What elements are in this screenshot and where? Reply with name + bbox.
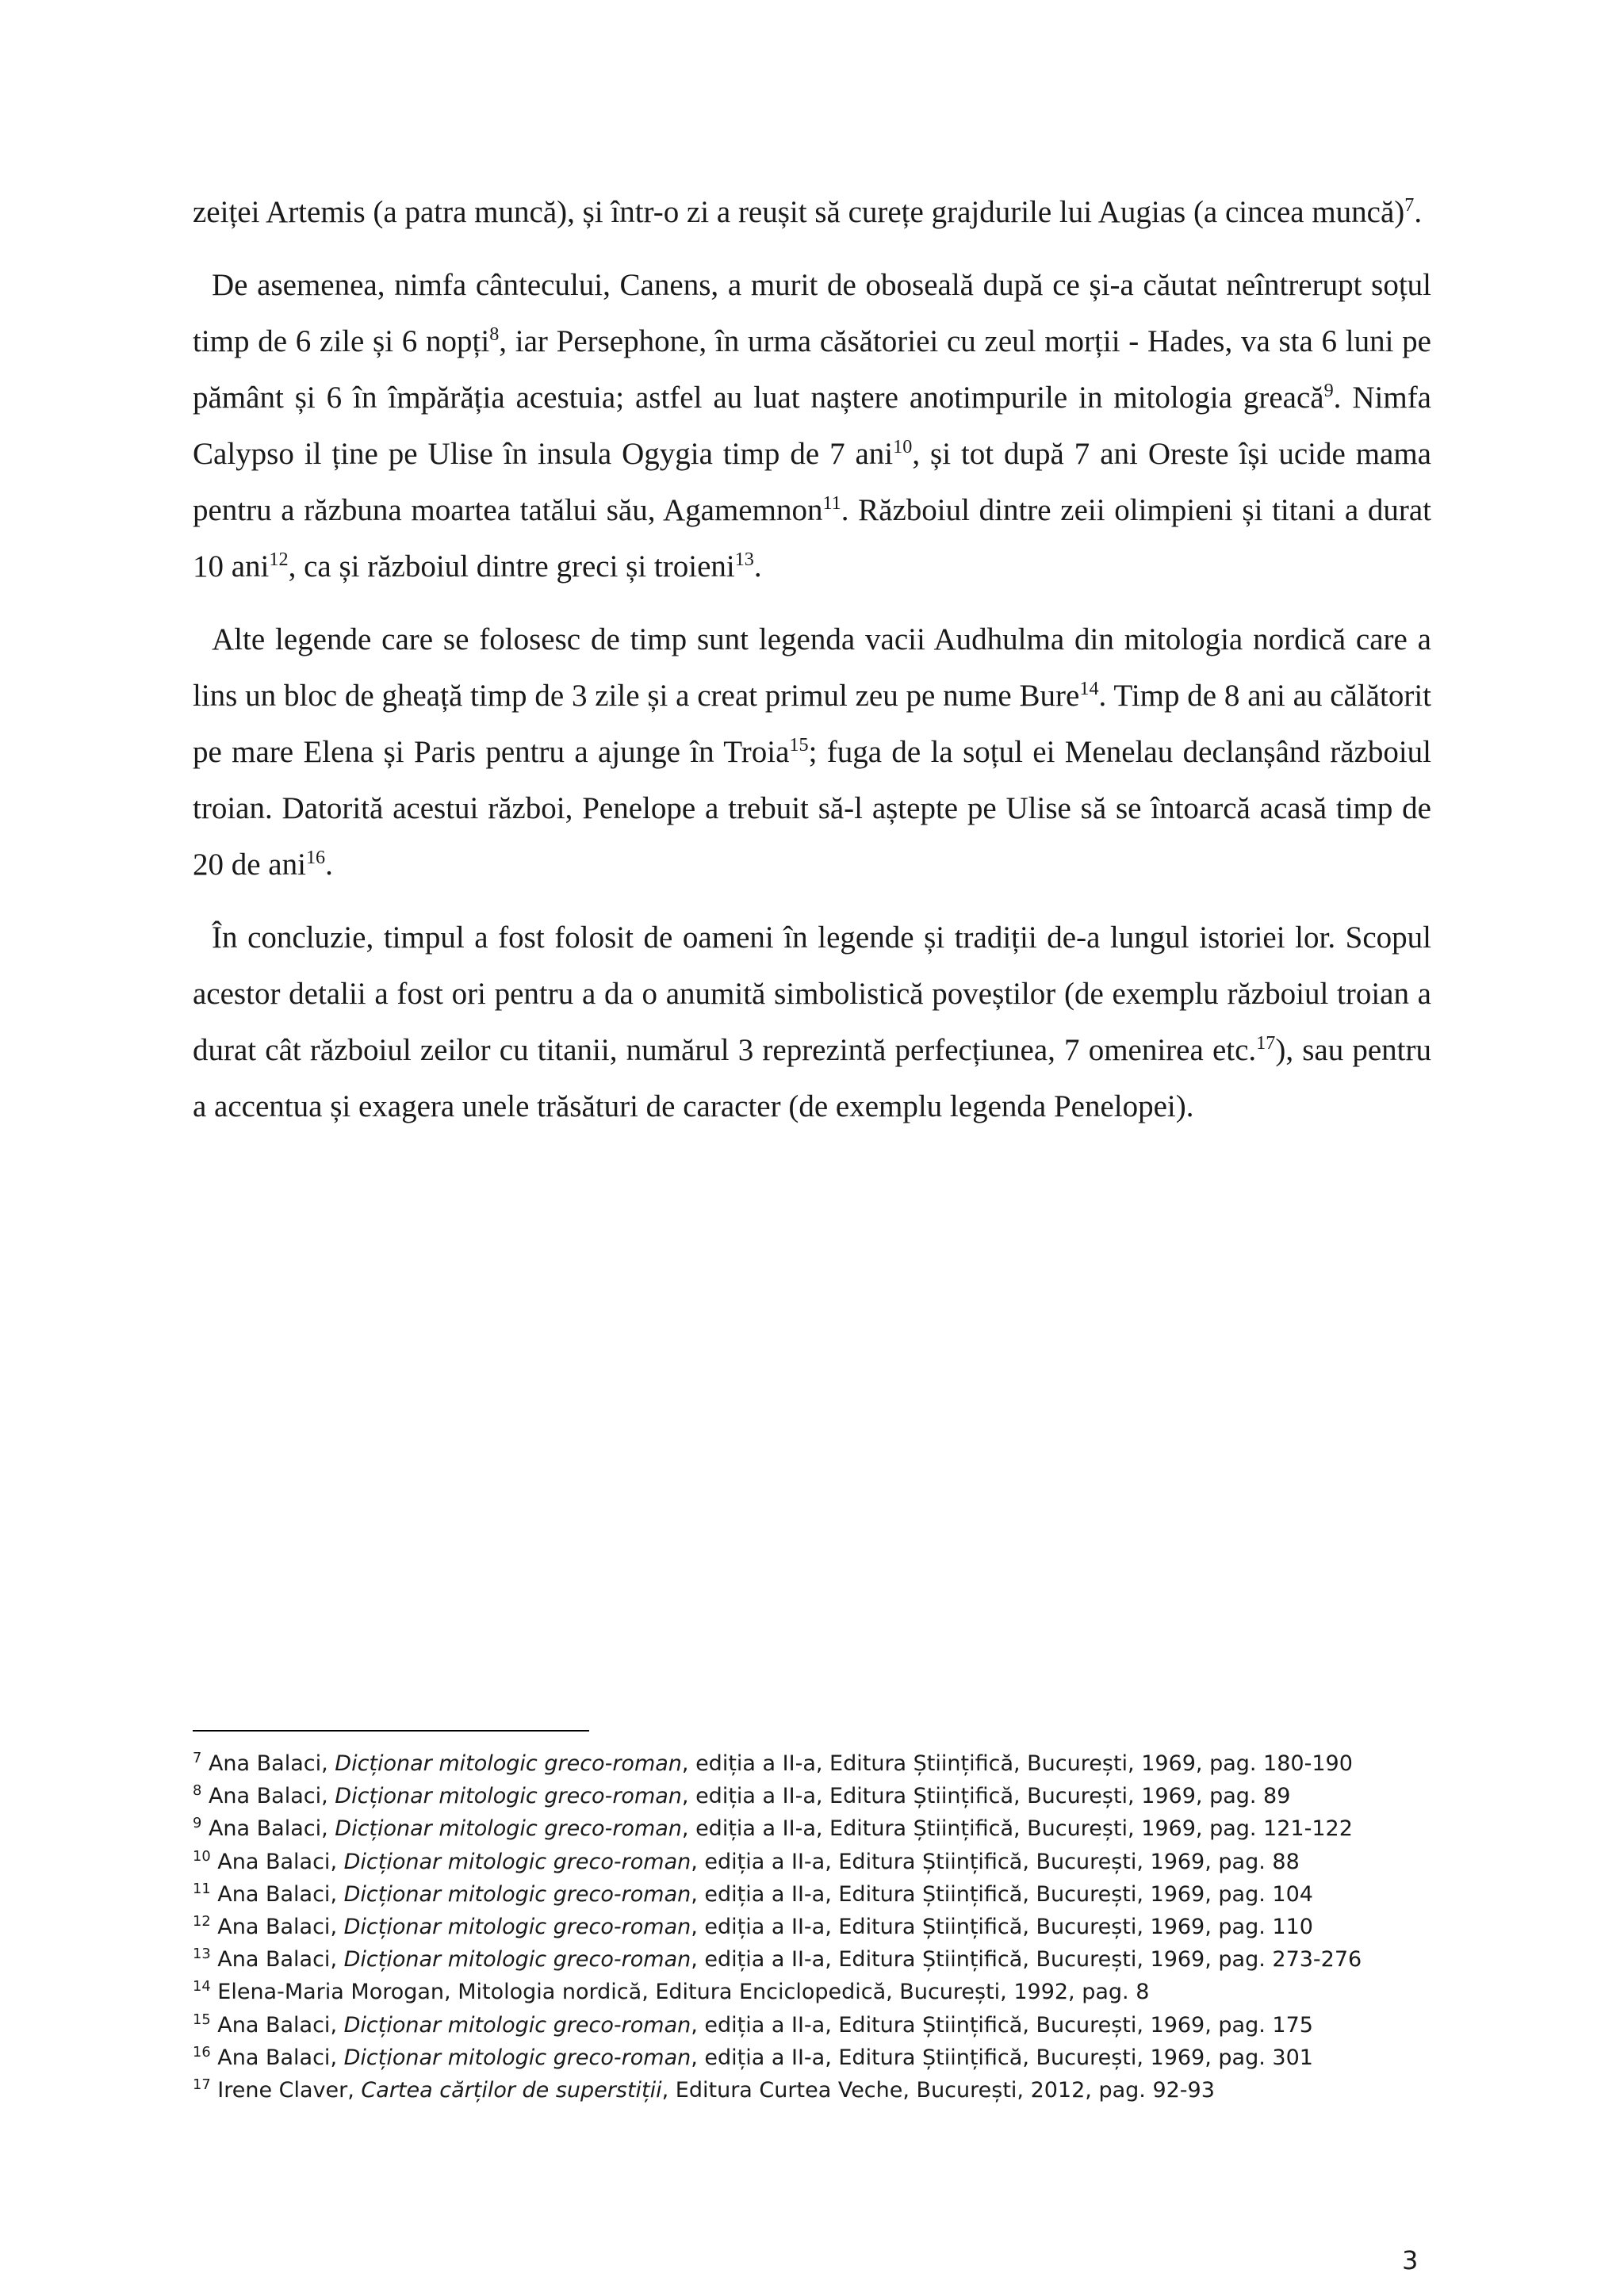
footnote [193,1812,1461,1845]
footnote-details: , ediția a II-a, Editura Științifică, București, 1969, pag. 110 [691,1915,1313,1940]
paragraph-text: În concluzie, timpul a fost folosit de oameni în legende și tradiții de-a lungul istoriei lor. Scopul acestor detalii a fost ori pentru a da o anumită simbolistică poveștilor (de exemplu războiul troian a durat cât războiul zeilor cu titanii, numărul 3 reprezintă perfecțiunea, 7 omenirea etc. [193,920,1431,1067]
footnote-author: Ana Balaci, [217,1881,344,1907]
paragraph-text: zeiței Artemis (a patra muncă), și într-o zi a reușit să curețe grajdurile lui Augias (a cincea muncă) [193,195,1405,229]
footnote-number: 11 [193,1880,211,1897]
footnote-number: 16 [193,2043,211,2061]
footnote-title: Dicționar mitologic greco-roman [343,1915,691,1940]
footnote-author: Elena-Maria Morogan, Mitologia nordică, Editura Enciclopedică, București, 1992, pag. 8 [217,1980,1150,2005]
paragraph-text: . Nimfa Calypso il ține pe Ulise în insula Ogygia timp de 7 ani [193,381,1431,471]
footnote-author: Ana Balaci, [208,1816,335,1842]
footnote-details: , Editura Curtea Veche, București, 2012, pag. 92-93 [661,2078,1215,2103]
paragraph-text: , ca și războiul dintre greci și troieni [288,549,735,584]
body-text [193,184,1431,1151]
footnote [193,2074,1461,2107]
footnote-title: Dicționar mitologic greco-roman [335,1751,682,1776]
footnote-details: , ediția a II-a, Editura Științifică, București, 1969, pag. 89 [681,1784,1291,1809]
footnote [193,1943,1461,1976]
page-number: 3 [1402,2245,1419,2275]
footnote-title: Cartea cărților de superstiții [361,2078,662,2103]
footnote-number: 7 [193,1750,202,1766]
footnote-title: Dicționar mitologic greco-roman [343,1947,691,1973]
footnote-title: Dicționar mitologic greco-roman [343,2045,691,2070]
footnote-details: , ediția a II-a, Editura Științifică, București, 1969, pag. 301 [691,2045,1313,2070]
paragraph [193,257,1431,595]
footnote-separator [193,1730,589,1732]
footnote-number: 10 [193,1847,211,1865]
footnote-number: 13 [193,1946,211,1963]
paragraph [193,184,1431,240]
paragraph-text: Alte legende care se folosesc de timp sunt legenda vacii Audhulma din mitologia nordică care a lins un bloc de gheață timp de 3 zile și a creat primul zeu pe nume Bure [193,622,1431,713]
footnote-ref: 8 [489,323,500,345]
paragraph [193,909,1431,1135]
footnote-ref: 16 [305,847,326,868]
footnote-ref: 7 [1404,194,1415,216]
footnote-number: 14 [193,1978,211,1996]
footnote-ref: 14 [1079,678,1099,699]
footnote-author: Ana Balaci, [217,1915,344,1940]
paragraph-text: . Timp de 8 ani au călătorit pe mare Elena și Paris pentru a ajunge în Troia [193,679,1431,769]
paragraph-text: . Războiul dintre zeii olimpieni și titani a durat 10 ani [193,493,1431,584]
footnote-ref: 13 [734,549,754,570]
footnote-title: Dicționar mitologic greco-roman [335,1816,682,1842]
footnote-title: Dicționar mitologic greco-roman [335,1784,682,1809]
footnote-title: Dicționar mitologic greco-roman [343,1849,691,1874]
footnote-title: Dicționar mitologic greco-roman [343,2012,691,2038]
footnote-ref: 10 [893,436,913,457]
footnote-author: Ana Balaci, [208,1784,335,1809]
footnote-number: 8 [193,1782,202,1800]
paragraph-text: De asemenea, nimfa cântecului, Canens, a murit de oboseală după ce și-a căutat neîntrerupt soțul timp de 6 zile și 6 nopți [193,268,1431,358]
footnote [193,1911,1461,1943]
footnote-details: , ediția a II-a, Editura Științifică, București, 1969, pag. 273-276 [691,1947,1362,1973]
paragraph-text: ), sau pentru a accentua și exagera unele trăsături de caracter (de exemplu legenda Penelopei). [193,1033,1431,1123]
footnote-ref: 17 [1256,1032,1276,1054]
footnote-author: Ana Balaci, [208,1751,335,1776]
footnote-number: 17 [193,2076,211,2094]
footnote-author: Ana Balaci, [217,2012,344,2038]
footnotes [193,1747,1461,2107]
footnote [193,1976,1461,2008]
footnote-ref: 15 [789,734,809,756]
footnote [193,2042,1461,2074]
footnote-title: Dicționar mitologic greco-roman [343,1881,691,1907]
footnote [193,1747,1461,1780]
footnote-author: Ana Balaci, [217,2045,344,2070]
footnote-ref: 12 [269,549,289,570]
paragraph-text: , și tot după 7 ani Oreste își ucide mama pentru a răzbuna moartea tatălui său, Agamemnon [193,437,1431,527]
footnote-author: Irene Claver, [217,2078,362,2103]
paragraph-text: . [753,549,762,584]
footnote-number: 12 [193,1913,211,1931]
paragraph-text: ; fuga de la soțul ei Menelau declanșând războiul troian. Datorită acestui război, Penelope a trebuit să-l aștepte pe Ulise să se întoarcă acasă timp de 20 de ani [193,735,1431,882]
footnote-number: 9 [193,1815,202,1832]
paragraph-text: . [325,848,333,882]
footnote-ref: 9 [1323,380,1334,401]
paragraph [193,611,1431,893]
footnote-author: Ana Balaci, [217,1849,344,1874]
footnote [193,2009,1461,2042]
footnote-details: , ediția a II-a, Editura Științifică, București, 1969, pag. 121-122 [681,1816,1353,1842]
footnote-details: , ediția a II-a, Editura Științifică, București, 1969, pag. 180-190 [681,1751,1353,1776]
footnote-author: Ana Balaci, [217,1947,344,1973]
footnote-number: 15 [193,2011,211,2028]
paragraph-text: , iar Persephone, în urma căsătoriei cu zeul morții - Hades, va sta 6 luni pe pământ și 6 în împărăția acestuia; astfel au luat naștere anotimpurile in mitologia greacă [193,324,1431,415]
footnote-details: , ediția a II-a, Editura Științifică, București, 1969, pag. 88 [691,1849,1300,1874]
footnote [193,1846,1461,1878]
footnote [193,1780,1461,1812]
footnote-details: , ediția a II-a, Editura Științifică, București, 1969, pag. 175 [691,2012,1313,2038]
paragraph-text: . [1414,195,1423,229]
footnote-ref: 11 [822,492,841,514]
footnote [193,1878,1461,1911]
footnote-details: , ediția a II-a, Editura Științifică, București, 1969, pag. 104 [691,1881,1313,1907]
